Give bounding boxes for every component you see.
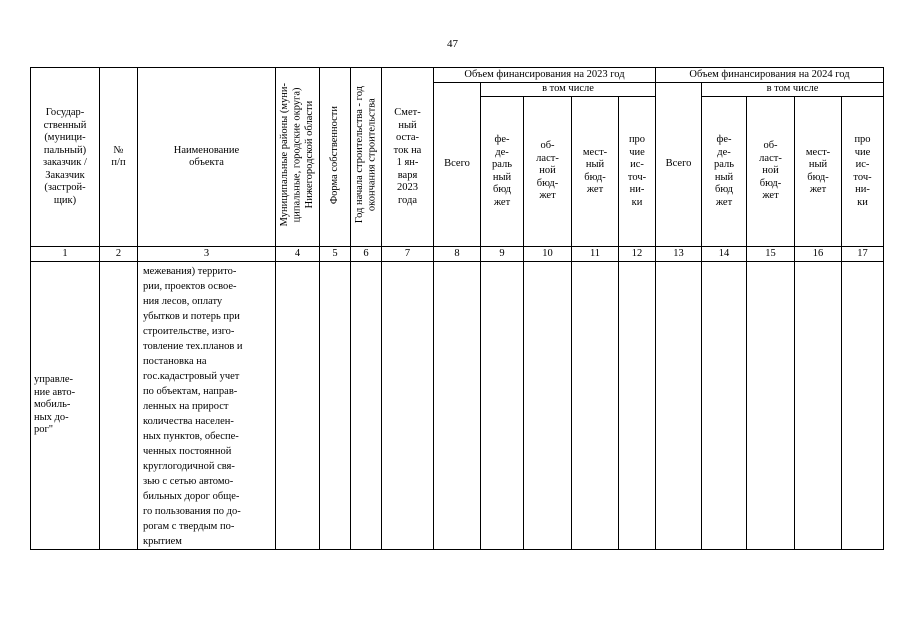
cell-total-2023	[434, 262, 481, 550]
cell-construction-years	[351, 262, 382, 550]
header-other-2024: про чие ис- точ- ни- ки	[842, 97, 884, 247]
cell-customer: управле- ние авто- мобиль- ных до- рог"	[31, 262, 100, 550]
column-number: 9	[481, 247, 524, 262]
table-row	[31, 262, 884, 550]
header-including-2024: в том числе	[702, 83, 884, 97]
column-numbers-row	[31, 247, 884, 262]
column-number: 15	[747, 247, 795, 262]
cell-federal-2024	[702, 262, 747, 550]
cell-other-2024	[842, 262, 884, 550]
column-number: 10	[524, 247, 572, 262]
header-total-2023: Всего	[434, 83, 481, 247]
header-regional-2024: об- ласт- ной бюд- жет	[747, 97, 795, 247]
column-number: 4	[276, 247, 320, 262]
cell-estimate-balance	[382, 262, 434, 550]
header-ownership-text: Форма собственности	[328, 105, 340, 204]
column-number: 13	[656, 247, 702, 262]
column-number: 17	[842, 247, 884, 262]
column-number: 14	[702, 247, 747, 262]
header-number: № п/п	[100, 68, 138, 247]
header-financing-2024: Объем финансирования на 2024 год	[656, 68, 884, 83]
header-total-2024: Всего	[656, 83, 702, 247]
column-number: 11	[572, 247, 619, 262]
header-districts-text: Муниципальные районы (муни- ципальные, городские округа) Нижегородской области	[278, 83, 315, 227]
cell-regional-2024	[747, 262, 795, 550]
header-construction-years-text: Год начала строительства - год окончания строительства	[353, 86, 377, 224]
cell-local-2024	[795, 262, 842, 550]
header-federal-2024: фе- де- раль ный бюд жет	[702, 97, 747, 247]
column-number: 3	[138, 247, 276, 262]
header-including-2023: в том числе	[481, 83, 656, 97]
header-object-name: Наименование объекта	[138, 68, 276, 247]
header-financing-2023: Объем финансирования на 2023 год	[434, 68, 656, 83]
header-construction-years	[351, 68, 382, 247]
page-number: 47	[447, 38, 458, 50]
column-number: 8	[434, 247, 481, 262]
column-number: 7	[382, 247, 434, 262]
header-local-2024: мест- ный бюд- жет	[795, 97, 842, 247]
header-estimate-balance: Смет- ный оста- ток на 1 ян- варя 2023 года	[382, 68, 434, 247]
header-regional-2023: об- ласт- ной бюд- жет	[524, 97, 572, 247]
header-ownership	[320, 68, 351, 247]
cell-local-2023	[572, 262, 619, 550]
column-number: 2	[100, 247, 138, 262]
column-number: 5	[320, 247, 351, 262]
cell-number	[100, 262, 138, 550]
cell-other-2023	[619, 262, 656, 550]
column-number: 1	[31, 247, 100, 262]
cell-total-2024	[656, 262, 702, 550]
header-federal-2023: фе- де- раль ный бюд жет	[481, 97, 524, 247]
cell-object-name: межевания) террито- рии, проектов освое- ния лесов, оплату убытков и потерь при строительстве, изго- товление тех.планов и постановка на гос.кадастровый учет по объектам, направ- ленных на прирост количества населен- ных пунктов, обеспе- ченных постоянной круглогодичной свя- зью с сетью автомо- бильных дорог обще- го пользования по до- рогам с твердым по- крытием	[138, 262, 276, 550]
cell-regional-2023	[524, 262, 572, 550]
header-districts	[276, 68, 320, 247]
header-customer: Государ- ственный (муници- пальный) заказчик / Заказчик (застрой- щик)	[31, 68, 100, 247]
cell-ownership	[320, 262, 351, 550]
financing-table	[30, 67, 884, 550]
column-number: 6	[351, 247, 382, 262]
header-other-2023: про чие ис- точ- ни- ки	[619, 97, 656, 247]
header-local-2023: мест- ный бюд- жет	[572, 97, 619, 247]
cell-districts	[276, 262, 320, 550]
column-number: 16	[795, 247, 842, 262]
cell-federal-2023	[481, 262, 524, 550]
column-number: 12	[619, 247, 656, 262]
